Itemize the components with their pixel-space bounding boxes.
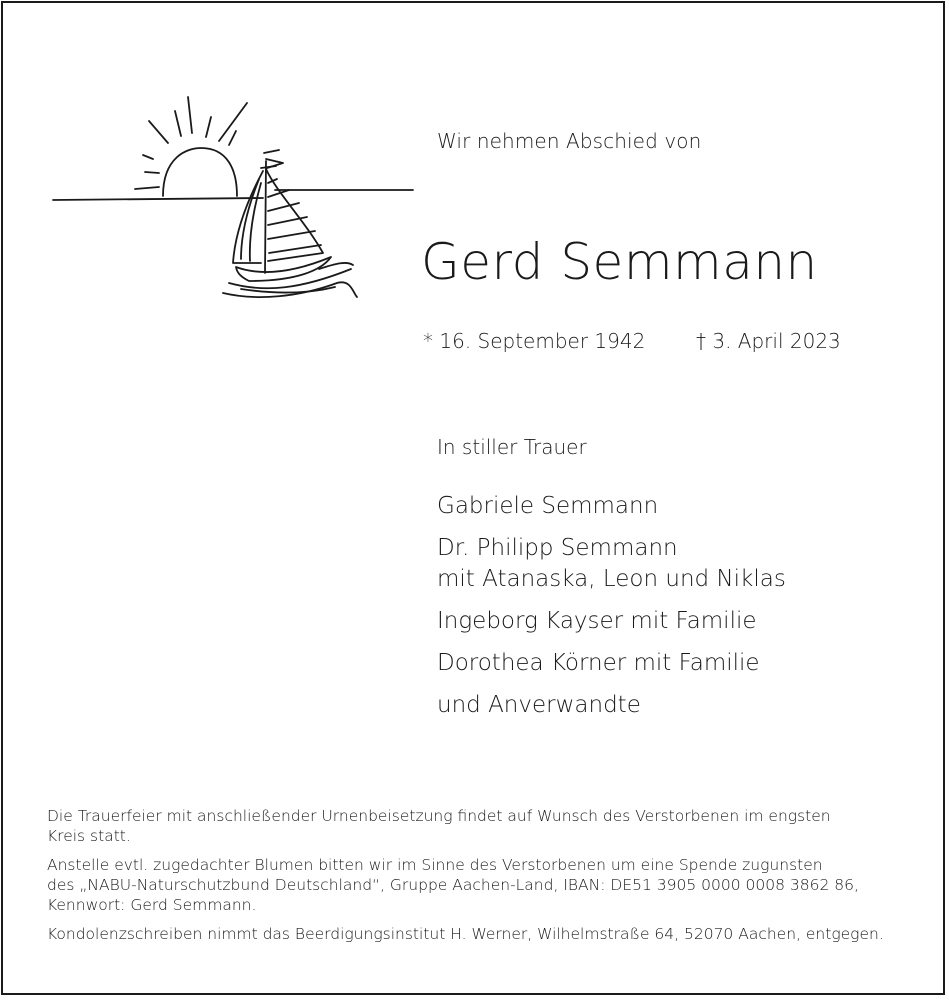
- sunset-sailboat-icon: [51, 93, 415, 303]
- mourners-list: [437, 491, 786, 732]
- mourner-line: Gabriele Semmann: [437, 493, 659, 519]
- donation-note: [47, 855, 927, 915]
- mourner-line: Dr. Philipp Semmann: [437, 535, 678, 561]
- mourner-entry: [437, 606, 786, 637]
- note-line: Anstelle evtl. zugedachter Blumen bitten wir im Sinne des Verstorbenen um eine Spende zugunsten: [47, 856, 823, 874]
- birth-date: * 16. September 1942: [423, 329, 646, 353]
- death-date: † 3. April 2023: [696, 329, 841, 353]
- note-line: Kennwort: Gerd Semmann.: [47, 896, 257, 914]
- deceased-name: Gerd Semmann: [421, 233, 818, 291]
- note-line: Kreis statt.: [47, 827, 131, 845]
- mourning-heading: In stiller Trauer: [437, 435, 587, 459]
- notice-frame: [1, 1, 945, 995]
- condolence-note: [47, 924, 927, 944]
- mourner-line: Ingeborg Kayser mit Familie: [437, 608, 757, 634]
- notes-section: [47, 806, 927, 953]
- intro-text: Wir nehmen Abschied von: [437, 129, 702, 153]
- mourner-line: Dorothea Körner mit Familie: [437, 650, 760, 676]
- life-dates: [423, 329, 841, 353]
- mourner-entry: [437, 491, 786, 522]
- mourner-subline: mit Atanaska, Leon und Niklas: [437, 566, 786, 592]
- mourner-entry: [437, 533, 786, 595]
- note-line: des „NABU-Naturschutzbund Deutschland“, Gruppe Aachen-Land, IBAN: DE51 3905 0000 0008 3862 86,: [47, 876, 859, 894]
- funeral-note: [47, 806, 927, 846]
- note-line: Kondolenzschreiben nimmt das Beerdigungsinstitut H. Werner, Wilhelmstraße 64, 52070 Aachen, entgegen.: [47, 925, 884, 943]
- mourner-line: und Anverwandte: [437, 692, 641, 718]
- mourner-entry: [437, 690, 786, 721]
- note-line: Die Trauerfeier mit anschließender Urnenbeisetzung findet auf Wunsch des Verstorbenen im engsten: [47, 807, 831, 825]
- mourner-entry: [437, 648, 786, 679]
